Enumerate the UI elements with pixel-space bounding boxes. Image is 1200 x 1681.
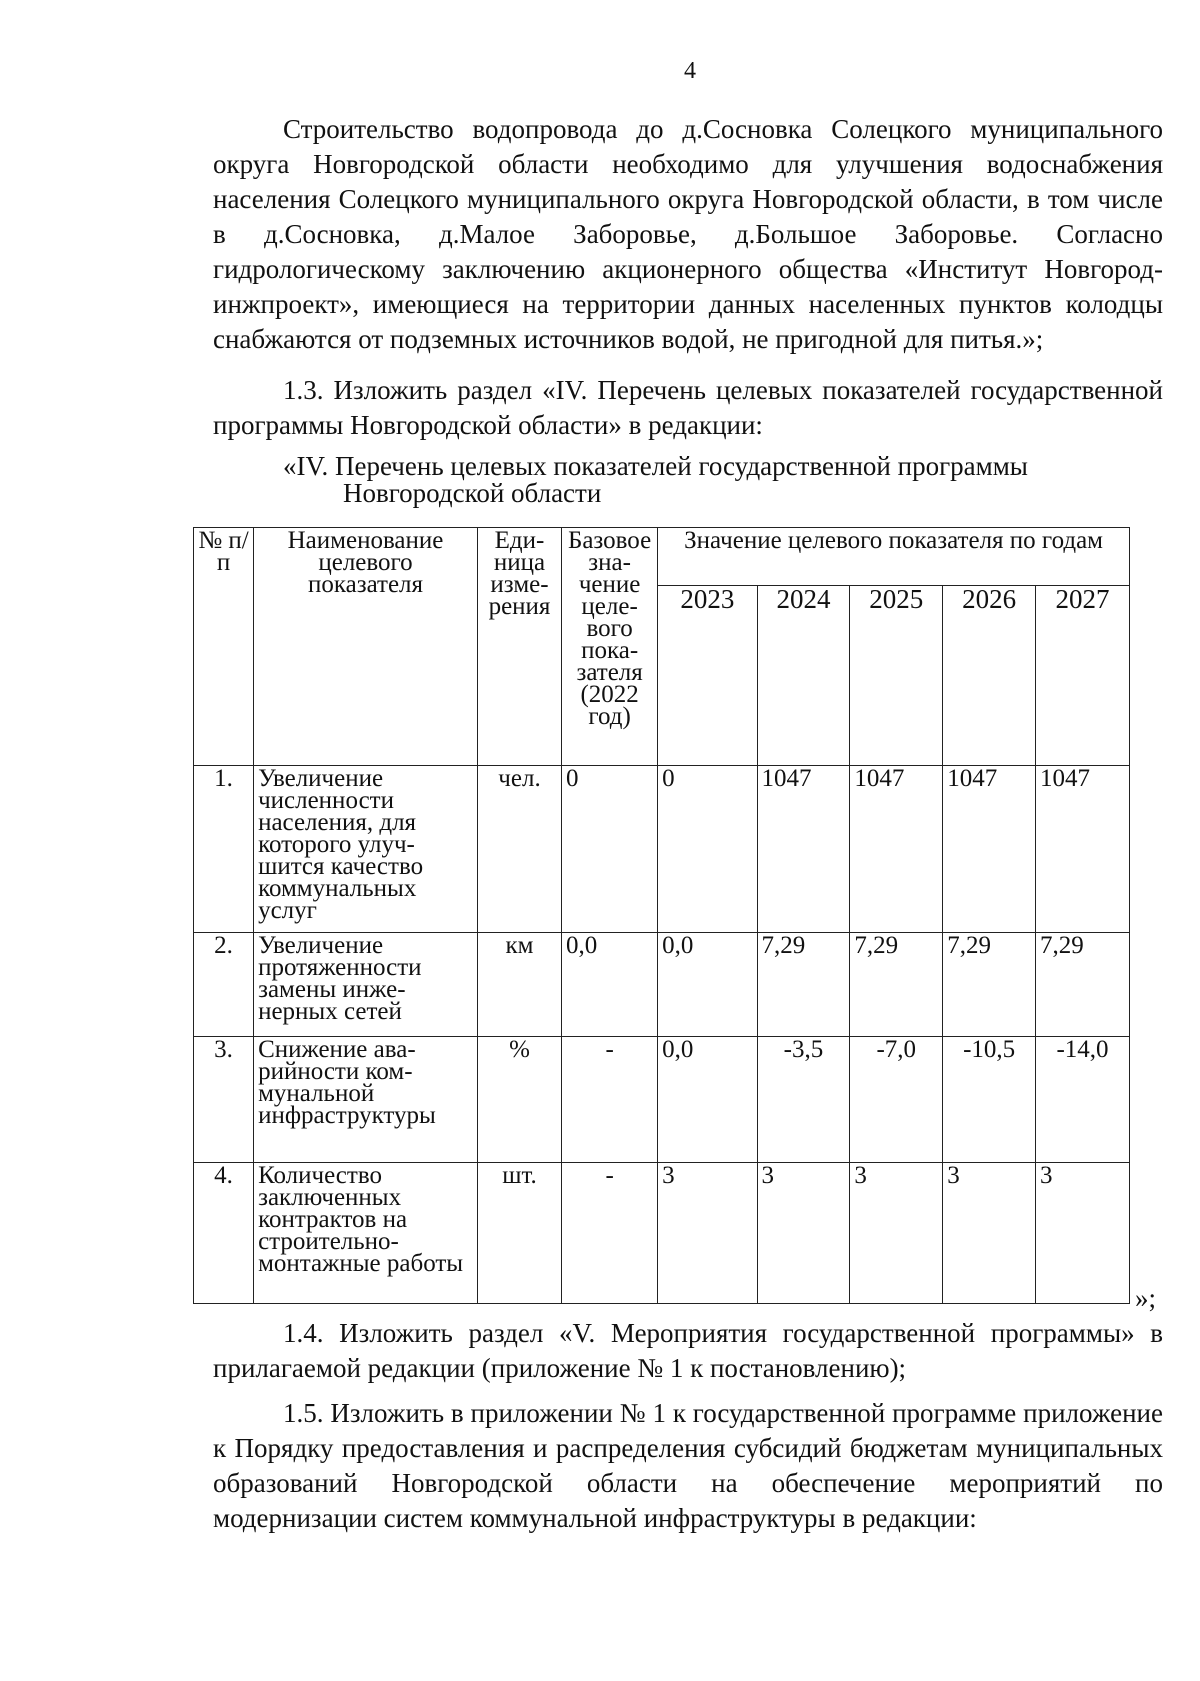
year-value-cell: 3 xyxy=(1036,1163,1130,1304)
year-value-cell: 3 xyxy=(658,1163,757,1304)
table-row xyxy=(194,1163,1130,1304)
year-value-cell: -7,0 xyxy=(850,1037,943,1163)
year-value-cell: 7,29 xyxy=(943,933,1036,1037)
indicator-name: Количество заключенных контрактов на строительно-монтажные работы xyxy=(254,1163,478,1304)
paragraph-1-4: 1.4. Изложить раздел «V. Мероприятия государственной программы» в прилагаемой редакции (приложение № 1 к постановлению); xyxy=(213,1318,1163,1383)
year-value-cell: 1047 xyxy=(850,766,943,933)
header-unit: Единица измерения xyxy=(477,528,561,766)
header-year: 2024 xyxy=(757,586,850,766)
base-value-cell: 0,0 xyxy=(562,933,658,1037)
year-value-cell: 7,29 xyxy=(757,933,850,1037)
year-value-cell: 3 xyxy=(757,1163,850,1304)
row-number: 1. xyxy=(194,766,254,933)
header-year: 2026 xyxy=(943,586,1036,766)
indicators-table xyxy=(193,527,1130,1304)
table-title-line2: Новгородской области xyxy=(343,478,602,508)
table-row xyxy=(194,1037,1130,1163)
year-value-cell: 7,29 xyxy=(850,933,943,1037)
table-row xyxy=(194,933,1130,1037)
year-value-cell: -3,5 xyxy=(757,1037,850,1163)
indicator-name: Увеличение протяженности замены инженерных сетей xyxy=(254,933,478,1037)
year-value-cell: 0,0 xyxy=(658,1037,757,1163)
base-value-cell: - xyxy=(562,1163,658,1304)
indicator-name: Снижение аварийности коммунальной инфраструктуры xyxy=(254,1037,478,1163)
header-base: Базовое значение целевого показателя (2022 год) xyxy=(562,528,658,766)
year-value-cell: 3 xyxy=(943,1163,1036,1304)
unit-cell: км xyxy=(477,933,561,1037)
header-num: № п/п xyxy=(194,528,254,766)
year-value-cell: -10,5 xyxy=(943,1037,1036,1163)
paragraph-1-3: 1.3. Изложить раздел «IV. Перечень целевых показателей государственной программы Новгородской области» в редакции: xyxy=(213,375,1163,440)
year-value-cell: 0,0 xyxy=(658,933,757,1037)
unit-cell: чел. xyxy=(477,766,561,933)
paragraph-water-supply: Строительство водопровода до д.Сосновка Солецкого муниципального округа Новгородской области необходимо для улучшения водоснабжения населения Солецкого муниципального округа Новгородской области, в том числе в д.Сосновка, д.Малое Заборовье, д.Большое Заборовье. Согласно гидрологическому заключению акционерного общества «Институт Новгородинжпроект», имеющиеся на территории данных населенных пунктов колодцы снабжаются от подземных источников водой, не пригодной для питья.»; xyxy=(213,114,1163,354)
page-number: 4 xyxy=(684,58,696,84)
header-year: 2023 xyxy=(658,586,757,766)
paragraph-1-5: 1.5. Изложить в приложении № 1 к государственной программе приложение к Порядку предоставления и распределения субсидий бюджетам муниципальных образований Новгородской области на обеспечение мероприятий по модернизации систем коммунальной инфраструктуры в редакции: xyxy=(213,1398,1163,1533)
table-closing-quote: »; xyxy=(1135,1283,1157,1313)
header-name: Наименование целевого показателя xyxy=(254,528,478,766)
header-years-group: Значение целевого показателя по годам xyxy=(658,528,1130,586)
base-value-cell: 0 xyxy=(562,766,658,933)
unit-cell: % xyxy=(477,1037,561,1163)
year-value-cell: 7,29 xyxy=(1036,933,1130,1037)
year-value-cell: -14,0 xyxy=(1036,1037,1130,1163)
base-value-cell: - xyxy=(562,1037,658,1163)
header-row-1 xyxy=(194,528,1130,586)
year-value-cell: 1047 xyxy=(943,766,1036,933)
header-year: 2027 xyxy=(1036,586,1130,766)
row-number: 3. xyxy=(194,1037,254,1163)
year-value-cell: 1047 xyxy=(757,766,850,933)
table-title-line1: «IV. Перечень целевых показателей государственной программы xyxy=(283,451,1028,481)
year-value-cell: 1047 xyxy=(1036,766,1130,933)
header-year: 2025 xyxy=(850,586,943,766)
year-value-cell: 3 xyxy=(850,1163,943,1304)
unit-cell: шт. xyxy=(477,1163,561,1304)
year-value-cell: 0 xyxy=(658,766,757,933)
table-title xyxy=(213,453,1163,507)
table-row xyxy=(194,766,1130,933)
row-number: 2. xyxy=(194,933,254,1037)
indicator-name: Увеличение численности населения, для которого улучшится качество коммунальных услуг xyxy=(254,766,478,933)
row-number: 4. xyxy=(194,1163,254,1304)
